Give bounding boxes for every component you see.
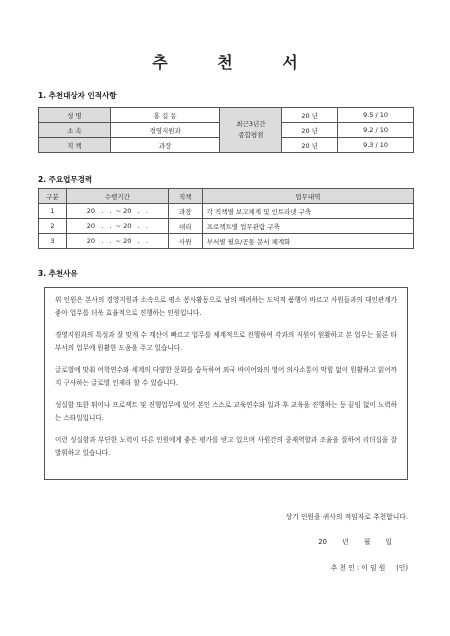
career-table — [38, 188, 414, 249]
rating-score: 9.5 / 10 — [338, 108, 414, 123]
period: 20 . . ~ 20 . . — [66, 219, 168, 234]
rating-score: 9.2 / 10 — [338, 123, 414, 138]
section3-heading: 3. 추천사유 — [38, 269, 78, 278]
table-row — [39, 219, 414, 234]
personal-info-table — [38, 107, 414, 153]
task: 각 직책별 보고체계 및 인트라넷 구축 — [202, 204, 413, 219]
period: 20 . . ~ 20 . . — [66, 234, 168, 249]
position: 사원 — [168, 234, 202, 249]
position: 과장 — [168, 204, 202, 219]
rating-year: 20 년 — [282, 138, 338, 153]
field-label: 소 속 — [39, 123, 111, 138]
column-header: 직책 — [168, 189, 202, 204]
task: 부서별 필요/공통 문서 체계화 — [202, 234, 413, 249]
rating-year: 20 년 — [282, 108, 338, 123]
column-header: 구분 — [39, 189, 67, 204]
row-number: 2 — [39, 219, 67, 234]
task: 프로젝트별 업무관람 구축 — [202, 219, 413, 234]
field-label: 성 명 — [39, 108, 111, 123]
period: 20 . . ~ 20 . . — [66, 204, 168, 219]
reason-paragraph: 경영지원과의 특성과 잘 맞게 수 계산이 빠르고 업무를 체계적으로 진행하여 각과의 지원이 원활하고 본 업무는 물론 타부서의 업무에 원활한 도움을 주고 있습니다. — [55, 331, 397, 352]
table-row — [39, 204, 414, 219]
table-header-row — [39, 189, 414, 204]
department-value: 경영지원과 — [110, 123, 220, 138]
row-number: 1 — [39, 204, 67, 219]
position: 대리 — [168, 219, 202, 234]
reason-paragraph: 이런 성실함과 부단한 노력이 다른 인원에게 좋은 평가를 받고 있으며 사원간의 중재역할과 조율을 잘하여 리더십을 잘 발휘하고 있습니다. — [55, 436, 397, 457]
recommendation-statement: 상기 인원을 귀사의 적임자로 추천합니다. — [285, 513, 408, 521]
row-number: 3 — [39, 234, 67, 249]
reason-paragraph: 글로벌에 맞춰 어학연수와 세계의 다양한 문화를 습득하여 외국 바이어와의 영어 의사소통이 막힘 없이 원활하고 읽어까지 구사하는 글로벌 인재라 할 수 있습니다. — [55, 366, 397, 387]
recommender-signature: 추 천 인 : 이 임 원 (인) — [330, 564, 408, 572]
reason-paragraph: 위 인원은 본사의 경영지원과 소속으로 평소 봉사활동으로 남의 배려하는 도덕적 품행이 바르고 사원들과의 대인관계가 좋아 업무를 더욱 효율적으로 진행하는 인원입니다. — [55, 296, 397, 317]
field-label: 직 책 — [39, 138, 111, 153]
rating-label: 최근3년간 종합평점 — [220, 108, 282, 153]
column-header: 수행기간 — [66, 189, 168, 204]
rating-year: 20 년 — [282, 123, 338, 138]
section1-heading: 1. 추천대상자 인적사항 — [38, 91, 117, 100]
recommendation-reason-box — [44, 287, 408, 480]
document-title: 추 천 서 — [152, 53, 320, 72]
rating-score: 9.3 / 10 — [338, 138, 414, 153]
position-value: 과장 — [110, 138, 220, 153]
document-date: 20 년 월 일 — [318, 538, 392, 546]
table-row — [39, 108, 414, 123]
column-header: 업무내역 — [202, 189, 413, 204]
name-value: 홍 길 동 — [110, 108, 220, 123]
section2-heading: 2. 주요업무경력 — [38, 175, 93, 184]
reason-paragraph: 성실함 또한 뛰어나 프로젝트 및 진행업무에 있어 본인 스스로 교육연수와 일과 후 교육을 진행하는 등 끝임 없이 노력하는 스타일입니다. — [55, 401, 397, 422]
table-row — [39, 234, 414, 249]
